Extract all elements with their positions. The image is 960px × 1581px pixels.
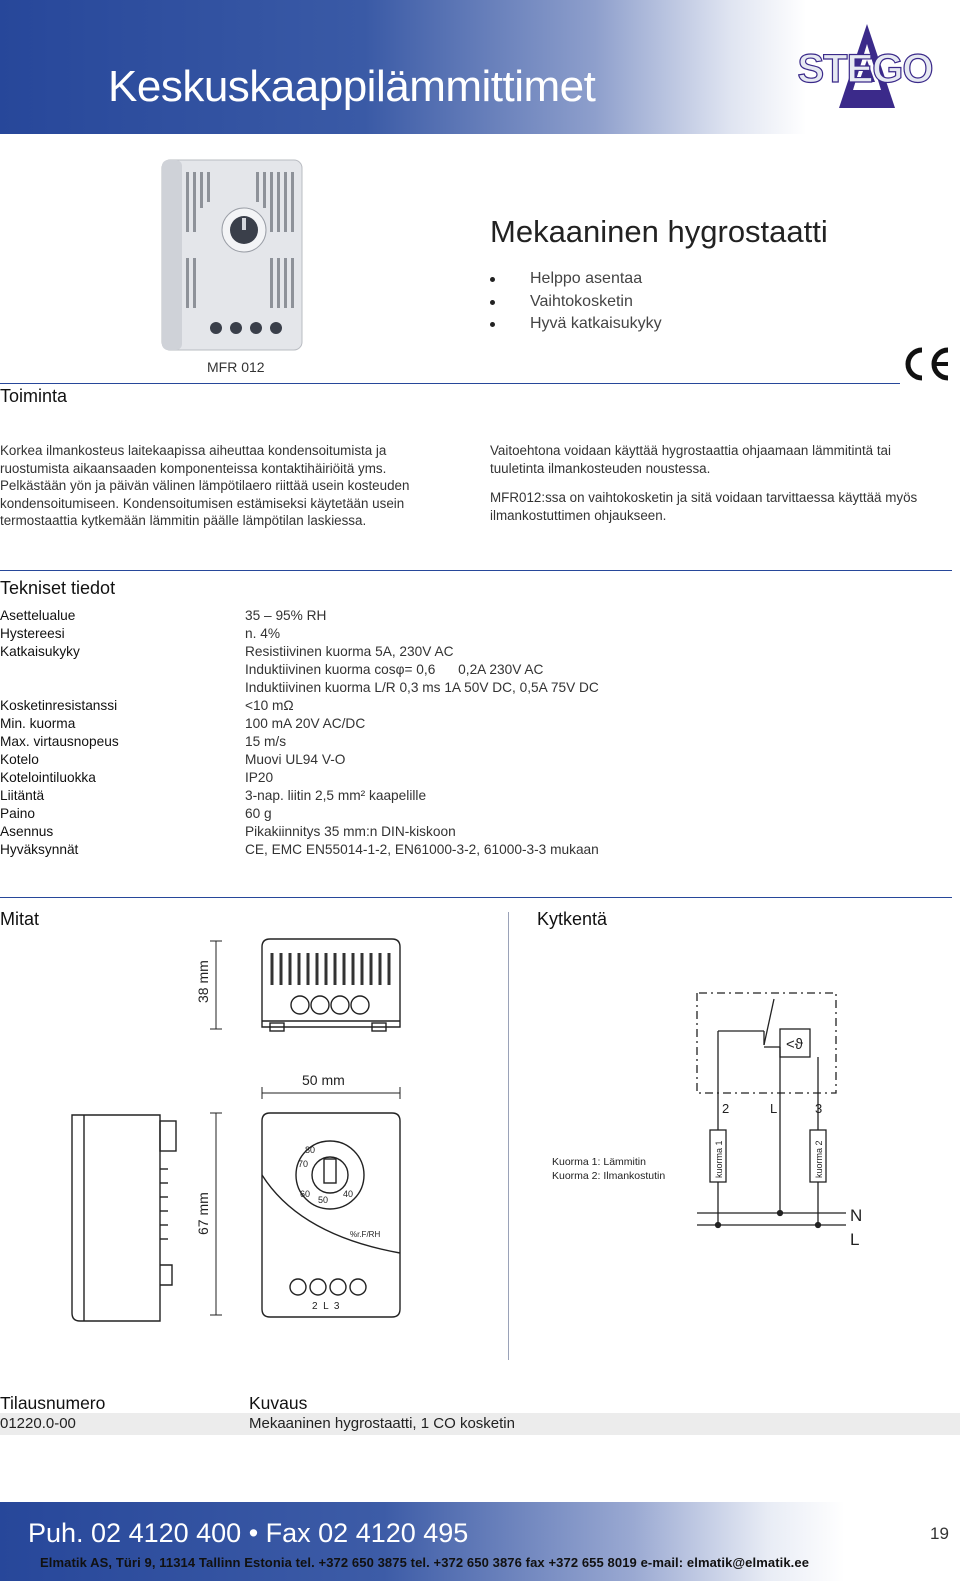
spec-value: CE, EMC EN55014-1-2, EN61000-3-2, 61000-3-3 mukaan — [245, 842, 599, 857]
hygrostat-symbol: <ϑ — [786, 1036, 803, 1053]
spec-value: 35 – 95% RH — [245, 608, 327, 623]
spec-label: Kotelo — [0, 752, 39, 767]
spec-label: Liitäntä — [0, 788, 45, 803]
spec-row — [0, 698, 700, 716]
spec-label: Kotelointiluokka — [0, 770, 96, 785]
side-view-drawing — [72, 1115, 176, 1321]
ce-mark-icon — [900, 344, 952, 384]
section-divider — [0, 383, 900, 384]
spec-label: Hystereesi — [0, 626, 65, 641]
spec-value: n. 4% — [245, 626, 281, 641]
spec-value: 3-nap. liitin 2,5 mm² kaapelille — [245, 788, 427, 803]
spec-label: Asennus — [0, 824, 54, 839]
height-top-label: 38 mm — [195, 960, 211, 1003]
function-paragraph: Vaitoehtona voidaan käyttää hygrostaattia ohjaamaan lämmitintä tai tuuletinta ilmankosteuden noustessa. — [490, 443, 891, 476]
order-description: Mekaaninen hygrostaatti, 1 CO kosketin — [249, 1415, 515, 1432]
spec-row — [0, 842, 700, 860]
logo-text: STEGO — [797, 47, 933, 91]
front-terminal-labels: 2 L 3 — [312, 1301, 340, 1312]
spec-row — [0, 770, 700, 788]
function-text-right — [490, 442, 935, 536]
front-marking: %r.F/RH — [350, 1230, 381, 1239]
spec-value: Resistiivinen kuorma 5A, 230V AC — [245, 644, 454, 659]
feature-list — [490, 268, 662, 336]
spec-row — [0, 626, 700, 644]
dial-label: 40 — [343, 1189, 354, 1199]
spec-row — [0, 734, 700, 752]
spec-value: 100 mA 20V AC/DC — [245, 716, 366, 731]
product-title: Mekaaninen hygrostaatti — [490, 214, 828, 249]
section-divider — [0, 897, 952, 898]
spec-value: IP20 — [245, 770, 274, 785]
order-col-desc-head: Kuvaus — [249, 1393, 308, 1413]
spec-value: Muovi UL94 V-O — [245, 752, 346, 767]
dimensions-heading: Mitat — [0, 909, 40, 929]
footer-contact: Elmatik AS, Türi 9, 11314 Tallinn Estonia tel. +372 650 3875 tel. +372 650 3876 fax +372 655 8019 e-mail: elmatik@elmatik.ee — [40, 1555, 810, 1570]
dial-label: 50 — [318, 1195, 329, 1205]
product-photo — [160, 158, 308, 353]
dial-label: 80 — [305, 1145, 316, 1155]
terminal-label: 2 — [722, 1101, 730, 1116]
width-label: 50 mm — [302, 1072, 345, 1088]
terminal-label: 3 — [815, 1101, 823, 1116]
spec-label: Hyväksynnät — [0, 842, 79, 857]
function-text-left — [0, 442, 445, 542]
spec-row — [0, 680, 700, 698]
technical-drawing — [0, 935, 960, 1375]
section-divider — [0, 570, 952, 571]
order-col-number-head: Tilausnumero — [0, 1393, 106, 1413]
wiring-legend: Kuorma 1: Lämmitin — [552, 1156, 646, 1168]
function-paragraph: Korkea ilmankosteus laitekaapissa aiheuttaa kondensoitumista ja ruostumista aikaansaaden komponenteissa kontaktihäiriöitä yms. Pelkästään yön ja päivän välinen lämpötilaero riittää usein kosteuden kondensoitumiseen. Kondensoitumisen estämiseksi käytetään usein termostaattia kytkemään lämmitin päälle lämpötilan laskiessa. — [0, 443, 410, 528]
spec-row — [0, 752, 700, 770]
spec-value: Induktiivinen kuorma cosφ= 0,6 0,2A 230V AC — [245, 662, 544, 677]
function-heading: Toiminta — [0, 386, 68, 406]
load1-label: kuorma 1 — [714, 1140, 724, 1178]
terminal-label: L — [770, 1101, 778, 1116]
spec-label: Max. virtausnopeus — [0, 734, 119, 749]
spec-row — [0, 608, 700, 626]
rail-n-label: N — [850, 1206, 863, 1225]
page-title: Keskuskaappilämmittimet — [108, 62, 596, 111]
spec-value: Induktiivinen kuorma L/R 0,3 ms 1A 50V DC, 0,5A 75V DC — [245, 680, 599, 695]
spec-row — [0, 716, 700, 734]
wiring-heading: Kytkentä — [537, 909, 608, 929]
spec-value: <10 mΩ — [245, 698, 294, 713]
load2-label: kuorma 2 — [814, 1140, 824, 1178]
feature-item: Hyvä katkaisukyky — [490, 313, 662, 336]
spec-row — [0, 644, 700, 662]
order-number: 01220.0-00 — [0, 1415, 76, 1432]
height-front-label: 67 mm — [195, 1192, 211, 1235]
page-number: 19 — [930, 1524, 949, 1543]
spec-value: 60 g — [245, 806, 272, 821]
feature-item: Helppo asentaa — [490, 268, 662, 291]
dial-label: 60 — [300, 1189, 311, 1199]
spec-label: Kosketinresistanssi — [0, 698, 118, 713]
front-view-drawing — [262, 1113, 400, 1317]
function-paragraph: MFR012:ssa on vaihtokosketin ja sitä voidaan tarvittaessa käyttää myös ilmankostuttimen ohjaukseen. — [490, 490, 918, 523]
spec-label: Asettelualue — [0, 608, 76, 623]
spec-row — [0, 806, 700, 824]
model-label: MFR 012 — [207, 359, 265, 375]
top-view-drawing — [262, 939, 400, 1031]
feature-item: Vaihtokosketin — [490, 291, 662, 314]
spec-row — [0, 788, 700, 806]
spec-label: Paino — [0, 806, 36, 821]
spec-value: 15 m/s — [245, 734, 287, 749]
wiring-legend: Kuorma 2: Ilmankostutin — [552, 1170, 666, 1182]
specs-table — [0, 608, 700, 868]
spec-row — [0, 662, 700, 680]
footer-phone: Puh. 02 4120 400 • Fax 02 4120 495 — [28, 1518, 469, 1548]
spec-value: Pikakiinnitys 35 mm:n DIN-kiskoon — [245, 824, 456, 839]
spec-label: Min. kuorma — [0, 716, 76, 731]
spec-row — [0, 824, 700, 842]
order-row — [0, 1413, 960, 1435]
specs-heading: Tekniset tiedot — [0, 578, 116, 598]
rail-l-label: L — [850, 1230, 860, 1249]
stego-logo — [775, 20, 955, 112]
spec-label: Katkaisukyky — [0, 644, 80, 659]
dial-label: 70 — [298, 1159, 309, 1169]
